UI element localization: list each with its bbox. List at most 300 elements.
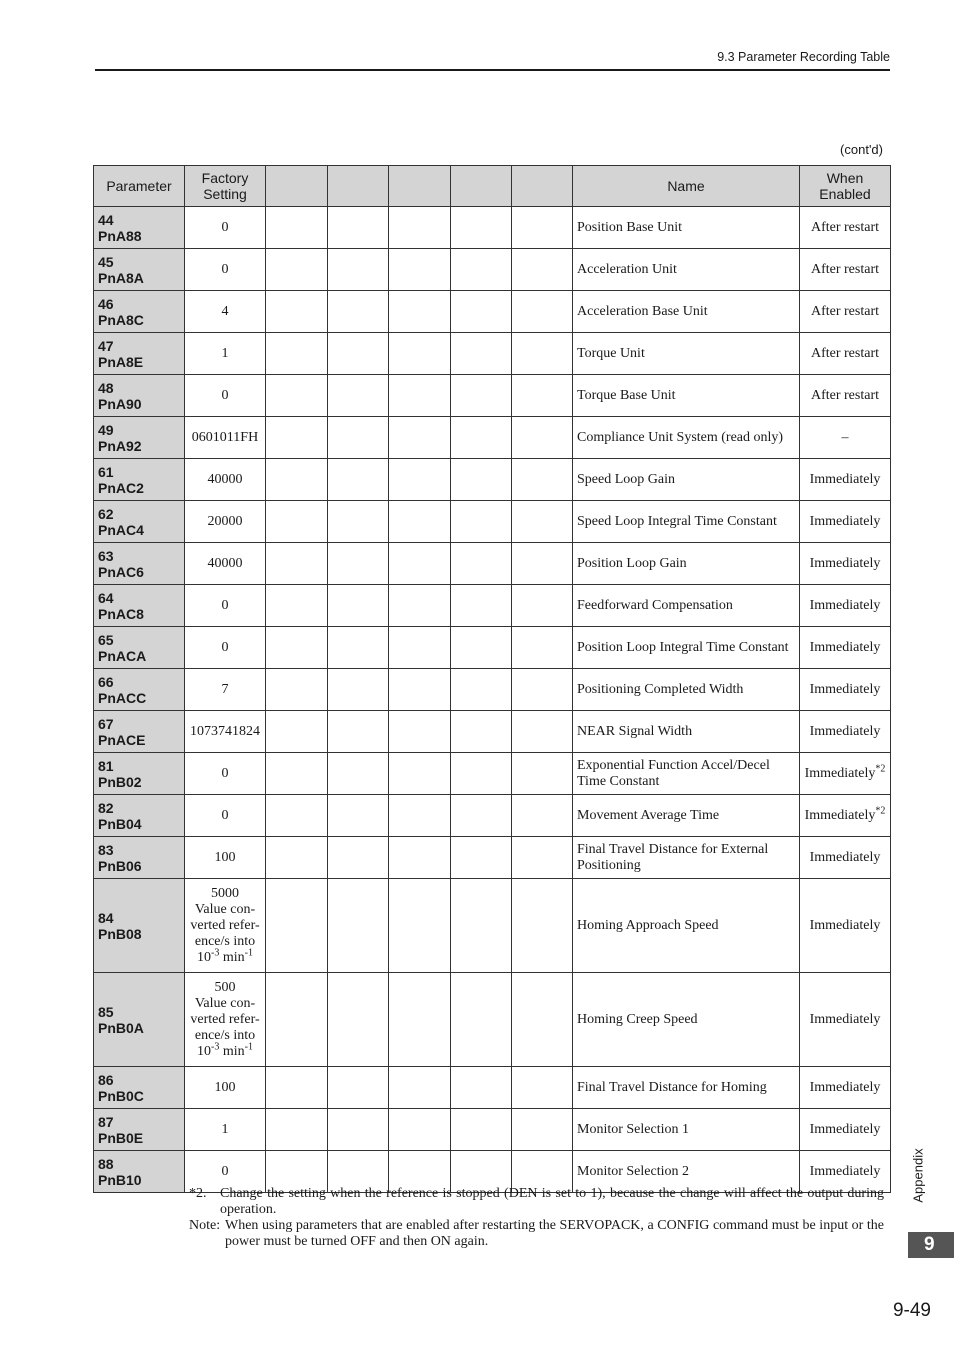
factory-setting-cell [185,1109,266,1151]
recording-cell[interactable] [512,333,573,375]
when-enabled-cell [800,501,891,543]
factory-setting-value: 0601011FH [191,429,259,445]
parameter-cell [94,837,185,879]
when-enabled-value: After restart [810,303,880,319]
parameter-cell [94,543,185,585]
factory-setting-value: 100 [214,849,236,865]
factory-setting-value: 0 [221,1163,229,1179]
recording-cell[interactable] [512,501,573,543]
factory-setting-value: 20000 [207,513,243,529]
table-row [94,711,891,753]
parameter-cell [94,1067,185,1109]
recording-cell[interactable] [266,459,328,501]
parameter-number: 82 [98,799,114,816]
recording-cell[interactable] [328,501,389,543]
footnote-reference: *2 [875,804,886,816]
factory-setting-cell [185,1067,266,1109]
recording-cell[interactable] [451,973,512,1067]
table-row [94,585,891,627]
table-row [94,627,891,669]
table-row [94,669,891,711]
factory-setting-cell [185,585,266,627]
when-enabled-cell [800,973,891,1067]
recording-cell[interactable] [512,585,573,627]
recording-cell[interactable] [266,417,328,459]
when-enabled-cell [800,627,891,669]
factory-setting-unit [185,1040,265,1060]
recording-cell[interactable] [389,879,451,973]
recording-cell[interactable] [512,1067,573,1109]
footnote-2-text: Change the setting when the reference is stopped (DEN is set to 1), because the change will affect the output during operation. [220,1186,884,1217]
when-enabled-cell [800,585,891,627]
recording-cell[interactable] [328,669,389,711]
parameter-number: 48 [98,379,114,396]
parameter-code: PnB0A [98,1019,144,1036]
note-text: When using parameters that are enabled after restarting the SERVOPACK, a CONFIG command must be input or the power must be turned OFF and then ON again. [225,1218,884,1249]
recording-cell[interactable] [328,627,389,669]
parameter-name: Final Travel Distance for External Positioning [573,837,800,879]
factory-setting-value: 500 [214,979,236,995]
recording-cell[interactable] [512,795,573,837]
unit-base: 10 [197,949,212,965]
recording-cell[interactable] [451,753,512,795]
recording-cell[interactable] [451,333,512,375]
table-row [94,543,891,585]
parameter-number: 83 [98,841,114,858]
when-enabled-value: After restart [810,261,880,277]
when-enabled-cell [800,1067,891,1109]
factory-setting-cell [185,375,266,417]
parameter-cell [94,795,185,837]
note-label: Note: [189,1218,221,1233]
header-blank [389,166,451,207]
table-row [94,1067,891,1109]
appendix-side-label: Appendix [910,1148,926,1203]
recording-cell[interactable] [389,375,451,417]
when-enabled-value: Immediately [809,1011,881,1027]
when-enabled-value: Immediately [804,807,876,823]
recording-cell[interactable] [266,627,328,669]
header-rule [95,69,890,71]
recording-cell[interactable] [266,837,328,879]
parameter-code: PnA92 [98,437,142,454]
when-enabled-cell [800,417,891,459]
recording-cell[interactable] [266,1109,328,1151]
when-enabled-cell [800,879,891,973]
factory-setting-cell [185,753,266,795]
when-enabled-cell [800,837,891,879]
recording-cell[interactable] [512,207,573,249]
recording-cell[interactable] [451,291,512,333]
when-enabled-cell [800,207,891,249]
factory-setting-cell [185,879,266,973]
parameter-name: Feedforward Compensation [573,585,800,627]
recording-cell[interactable] [389,795,451,837]
recording-cell[interactable] [328,1109,389,1151]
when-enabled-cell [800,1109,891,1151]
parameter-name: Monitor Selection 1 [573,1109,800,1151]
recording-cell[interactable] [512,837,573,879]
recording-cell[interactable] [389,543,451,585]
factory-setting-cell [185,207,266,249]
recording-cell[interactable] [512,459,573,501]
parameter-number: 85 [98,1003,114,1020]
factory-setting-cell [185,417,266,459]
recording-cell[interactable] [389,249,451,291]
table-row [94,333,891,375]
recording-cell[interactable] [328,795,389,837]
factory-setting-value: 1073741824 [190,723,260,739]
recording-cell[interactable] [328,459,389,501]
parameter-code: PnA88 [98,227,142,244]
recording-cell[interactable] [451,459,512,501]
parameter-cell [94,1109,185,1151]
recording-cell[interactable] [266,291,328,333]
table-row [94,501,891,543]
recording-cell[interactable] [266,249,328,291]
parameter-code: PnA8A [98,269,144,286]
unit-base: 10 [197,1043,212,1059]
factory-setting-value: 0 [221,639,229,655]
parameter-number: 62 [98,505,114,522]
recording-cell[interactable] [451,879,512,973]
table-row [94,207,891,249]
recording-cell[interactable] [512,417,573,459]
recording-cell[interactable] [266,375,328,417]
table-row [94,795,891,837]
recording-cell[interactable] [512,711,573,753]
chapter-tab: 9 [908,1232,954,1258]
page-number: 9-49 [892,1300,931,1321]
parameter-number: 46 [98,295,114,312]
recording-cell[interactable] [328,753,389,795]
recording-cell[interactable] [328,291,389,333]
recording-cell[interactable] [451,585,512,627]
when-enabled-value: Immediately [809,555,881,571]
when-enabled-value: Immediately [809,471,881,487]
unit-exponent: -3 [211,1040,220,1052]
table-row [94,375,891,417]
parameter-cell [94,333,185,375]
factory-setting-value: 7 [221,681,229,697]
recording-cell[interactable] [266,585,328,627]
parameter-number: 84 [98,909,114,926]
factory-setting-cell [185,711,266,753]
footnote-reference: *2 [875,762,886,774]
parameter-number: 87 [98,1113,114,1130]
recording-cell[interactable] [266,333,328,375]
table-row [94,753,891,795]
parameter-code: PnACE [98,731,146,748]
parameter-code: PnB06 [98,857,142,874]
recording-cell[interactable] [451,543,512,585]
parameter-code: PnACA [98,647,147,664]
parameter-cell [94,1151,185,1193]
recording-cell[interactable] [512,1109,573,1151]
parameter-name: Monitor Selection 2 [573,1151,800,1193]
parameter-cell [94,879,185,973]
recording-cell[interactable] [451,795,512,837]
factory-setting-cell [185,669,266,711]
recording-cell[interactable] [266,795,328,837]
recording-cell[interactable] [512,669,573,711]
unit-name: min [219,949,245,965]
recording-cell[interactable] [328,333,389,375]
table-row [94,837,891,879]
parameter-cell [94,669,185,711]
table-row [94,1109,891,1151]
table-header-row [94,166,891,207]
recording-cell[interactable] [328,585,389,627]
parameter-name: Torque Unit [573,333,800,375]
parameter-number: 61 [98,463,114,480]
recording-cell[interactable] [389,753,451,795]
recording-cell[interactable] [512,627,573,669]
when-enabled-cell [800,795,891,837]
parameter-number: 88 [98,1155,114,1172]
factory-setting-value: 5000 [211,885,239,901]
recording-cell[interactable] [389,837,451,879]
header-parameter: Parameter [94,166,185,207]
when-enabled-value: Immediately [809,513,881,529]
recording-cell[interactable] [328,207,389,249]
when-enabled-value: After restart [810,387,880,403]
factory-setting-cell [185,543,266,585]
parameter-cell [94,459,185,501]
when-enabled-cell [800,249,891,291]
parameter-number: 66 [98,673,114,690]
when-enabled-cell [800,543,891,585]
parameter-cell [94,711,185,753]
recording-cell[interactable] [512,973,573,1067]
recording-cell[interactable] [389,627,451,669]
recording-cell[interactable] [389,711,451,753]
when-enabled-value: After restart [810,345,880,361]
recording-cell[interactable] [451,1067,512,1109]
table-row [94,459,891,501]
parameter-code: PnB0C [98,1087,144,1104]
parameter-code: PnB08 [98,925,142,942]
parameter-cell [94,207,185,249]
factory-setting-value: 1 [221,1121,229,1137]
factory-setting-cell [185,333,266,375]
parameter-name: Acceleration Base Unit [573,291,800,333]
recording-cell[interactable] [451,711,512,753]
when-enabled-value: Immediately [809,1079,881,1095]
when-enabled-cell [800,291,891,333]
recording-cell[interactable] [389,973,451,1067]
table-row [94,417,891,459]
footnote-2-label: *2. [189,1186,207,1201]
section-title: 9.3 Parameter Recording Table [717,50,890,64]
parameter-name: Homing Approach Speed [573,879,800,973]
recording-cell[interactable] [266,669,328,711]
factory-setting-cell [185,973,266,1067]
recording-cell[interactable] [328,417,389,459]
header-blank [512,166,573,207]
parameter-cell [94,585,185,627]
recording-cell[interactable] [328,1067,389,1109]
recording-cell[interactable] [451,1109,512,1151]
parameter-code: PnB0E [98,1129,144,1146]
recording-cell[interactable] [328,837,389,879]
factory-setting-cell [185,795,266,837]
recording-cell[interactable] [266,207,328,249]
recording-cell[interactable] [389,459,451,501]
parameter-number: 65 [98,631,114,648]
recording-cell[interactable] [512,879,573,973]
recording-cell[interactable] [389,585,451,627]
recording-cell[interactable] [451,249,512,291]
recording-cell[interactable] [451,375,512,417]
recording-cell[interactable] [266,973,328,1067]
factory-setting-cell [185,837,266,879]
recording-cell[interactable] [451,837,512,879]
when-enabled-cell [800,333,891,375]
parameter-name: Position Loop Gain [573,543,800,585]
parameter-number: 67 [98,715,114,732]
parameter-code: PnACC [98,689,147,706]
parameter-name: Speed Loop Integral Time Constant [573,501,800,543]
note [189,1218,884,1250]
recording-cell[interactable] [328,375,389,417]
parameter-code: PnA8C [98,311,144,328]
recording-cell[interactable] [451,627,512,669]
parameter-code: PnA90 [98,395,142,412]
header-blank [328,166,389,207]
parameter-name: Positioning Completed Width [573,669,800,711]
parameter-number: 49 [98,421,114,438]
recording-cell[interactable] [389,669,451,711]
recording-cell[interactable] [389,417,451,459]
parameter-name: Final Travel Distance for Homing [573,1067,800,1109]
factory-setting-value: 0 [221,387,229,403]
parameter-code: PnAC2 [98,479,144,496]
when-enabled-cell [800,753,891,795]
recording-cell[interactable] [389,207,451,249]
when-enabled-cell [800,375,891,417]
recording-cell[interactable] [389,291,451,333]
factory-setting-value: 0 [221,597,229,613]
recording-cell[interactable] [389,501,451,543]
recording-cell[interactable] [389,1109,451,1151]
parameter-name: Position Loop Integral Time Constant [573,627,800,669]
parameter-number: 64 [98,589,114,606]
parameter-cell [94,249,185,291]
factory-setting-value: 0 [221,807,229,823]
table-row [94,291,891,333]
parameter-cell [94,375,185,417]
unit-exponent: -3 [211,946,220,958]
when-enabled-value: After restart [810,219,880,235]
recording-cell[interactable] [512,291,573,333]
parameter-code: PnAC4 [98,521,144,538]
header-name: Name [573,166,800,207]
recording-cell[interactable] [451,501,512,543]
recording-cell[interactable] [328,711,389,753]
parameter-number: 86 [98,1071,114,1088]
recording-cell[interactable] [328,543,389,585]
factory-setting-cell [185,459,266,501]
recording-cell[interactable] [328,879,389,973]
recording-cell[interactable] [512,375,573,417]
factory-setting-note: Value con-verted refer-ence/s into [190,995,260,1043]
parameter-code: PnB04 [98,815,142,832]
recording-cell[interactable] [389,333,451,375]
when-enabled-value: Immediately [809,1163,881,1179]
when-enabled-value: Immediately [809,723,881,739]
recording-cell[interactable] [512,249,573,291]
recording-cell[interactable] [266,879,328,973]
parameter-cell [94,417,185,459]
contd-label: (cont'd) [840,142,883,157]
recording-cell[interactable] [266,711,328,753]
when-enabled-value: Immediately [804,765,876,781]
parameter-cell [94,291,185,333]
factory-setting-value: 0 [221,261,229,277]
header-when-enabled: When Enabled [800,166,891,207]
factory-setting-value: 40000 [207,555,243,571]
parameter-number: 45 [98,253,114,270]
factory-setting-cell [185,627,266,669]
parameter-number: 47 [98,337,114,354]
when-enabled-value: Immediately [809,681,881,697]
recording-cell[interactable] [266,1067,328,1109]
recording-cell[interactable] [328,249,389,291]
when-enabled-value: Immediately [809,849,881,865]
unit-name-exponent: -1 [244,1040,253,1052]
parameter-cell [94,627,185,669]
recording-cell[interactable] [328,973,389,1067]
recording-cell[interactable] [512,543,573,585]
parameter-number: 63 [98,547,114,564]
table-row [94,249,891,291]
factory-setting-value: 4 [221,303,229,319]
recording-cell[interactable] [451,417,512,459]
parameter-cell [94,501,185,543]
factory-setting-cell [185,249,266,291]
factory-setting-cell [185,291,266,333]
header-blank [451,166,512,207]
factory-setting-unit [185,946,265,966]
parameter-name: Compliance Unit System (read only) [573,417,800,459]
parameter-code: PnA8E [98,353,144,370]
factory-setting-value: 100 [214,1079,236,1095]
when-enabled-value: Immediately [809,597,881,613]
parameter-name: NEAR Signal Width [573,711,800,753]
recording-cell[interactable] [266,543,328,585]
table-row [94,879,891,973]
when-enabled-value: Immediately [809,1121,881,1137]
factory-setting-value: 1 [221,345,229,361]
recording-cell[interactable] [451,207,512,249]
recording-cell[interactable] [266,501,328,543]
recording-cell[interactable] [451,669,512,711]
recording-cell[interactable] [266,753,328,795]
factory-setting-value: 0 [221,219,229,235]
factory-setting-note: Value con-verted refer-ence/s into [190,901,260,949]
parameter-code: PnAC6 [98,563,144,580]
parameter-number: 81 [98,757,114,774]
recording-cell[interactable] [389,1067,451,1109]
parameter-code: PnB10 [98,1171,142,1188]
parameter-code: PnB02 [98,773,142,790]
recording-cell[interactable] [512,753,573,795]
parameter-name: Torque Base Unit [573,375,800,417]
parameter-name: Position Base Unit [573,207,800,249]
unit-name: min [219,1043,245,1059]
header-blank [266,166,328,207]
